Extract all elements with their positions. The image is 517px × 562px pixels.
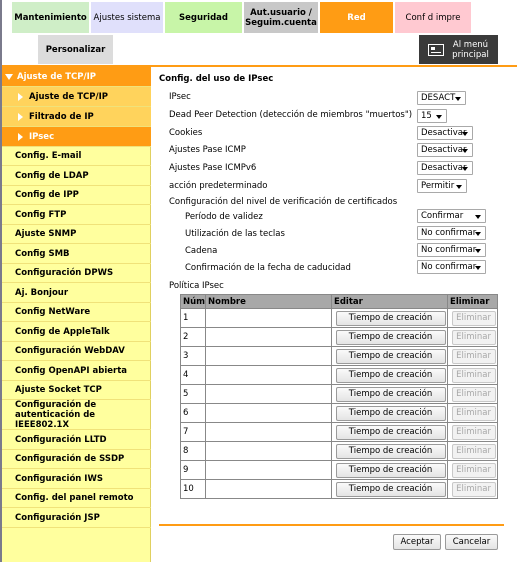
icmpv6-select[interactable]: Desactivar: [417, 161, 473, 175]
row-edit-cell: [332, 366, 448, 385]
delete-button[interactable]: Eliminar: [452, 444, 496, 459]
table-row: [181, 347, 498, 366]
create-time-button[interactable]: Tiempo de creación: [336, 425, 446, 440]
row-name: [206, 423, 332, 442]
triangle-down-icon: [5, 74, 13, 80]
row-num: 1: [181, 309, 206, 328]
tab-mantenimiento[interactable]: Mantenimiento: [12, 2, 89, 33]
sidebar-item-ldap[interactable]: Config de LDAP: [2, 166, 151, 186]
sidebar-item-jsp[interactable]: Configuración JSP: [2, 508, 151, 528]
sidebar-item-ssdp[interactable]: Configuración de SSDP: [2, 450, 151, 469]
col-num: Núm: [181, 295, 206, 309]
sidebar-item-email[interactable]: Config. E-mail: [2, 147, 151, 166]
sidebar-item-appletalk[interactable]: Config de AppleTalk: [2, 322, 151, 342]
tab-seguridad[interactable]: Seguridad: [165, 2, 242, 33]
chevron-down-icon: [436, 115, 442, 119]
col-eliminar: Eliminar: [448, 295, 498, 309]
chevron-down-icon: [475, 266, 481, 270]
table-row: [181, 366, 498, 385]
menu-icon: [428, 44, 444, 56]
cookies-select[interactable]: Desactivar: [417, 126, 473, 140]
tab-aut-usuario[interactable]: Aut.usuario / Seguim.cuenta: [244, 2, 318, 33]
row-num: 7: [181, 423, 206, 442]
create-time-button[interactable]: Tiempo de creación: [336, 311, 446, 326]
row-name: [206, 461, 332, 480]
row-delete-cell: [448, 461, 498, 480]
sidebar-item-lltd[interactable]: Configuración LLTD: [2, 430, 151, 450]
chevron-down-icon: [475, 215, 481, 219]
cert-section-label: Configuración del nivel de verificación de certificados: [169, 197, 398, 207]
create-time-button[interactable]: Tiempo de creación: [336, 463, 446, 478]
table-row: [181, 480, 498, 499]
triangle-right-icon: [18, 133, 23, 141]
triangle-right-icon: [18, 113, 23, 121]
row-name: [206, 442, 332, 461]
sidebar-item-bonjour[interactable]: Aj. Bonjour: [2, 283, 151, 303]
icmp-label: Ajustes Pase ICMP: [169, 145, 246, 155]
create-time-button[interactable]: Tiempo de creación: [336, 349, 446, 364]
row-name: [206, 309, 332, 328]
row-delete-cell: [448, 423, 498, 442]
dpd-select[interactable]: 15: [417, 109, 447, 123]
main-menu-button[interactable]: Al menú principal: [419, 35, 498, 64]
chevron-down-icon: [462, 132, 468, 136]
row-edit-cell: [332, 328, 448, 347]
policy-table: [180, 294, 498, 499]
expiry-select[interactable]: No confirmar: [417, 260, 486, 274]
default-action-select[interactable]: Permitir: [417, 179, 467, 193]
row-num: 3: [181, 347, 206, 366]
cookies-label: Cookies: [169, 128, 203, 138]
sidebar-item-tcpip[interactable]: Ajuste de TCP/IP: [2, 87, 151, 107]
create-time-button[interactable]: Tiempo de creación: [336, 330, 446, 345]
sidebar-item-netware[interactable]: Config NetWare: [2, 303, 151, 322]
row-name: [206, 480, 332, 499]
row-edit-cell: [332, 347, 448, 366]
validity-label: Período de validez: [185, 212, 263, 222]
ipsec-label: IPsec: [169, 92, 191, 102]
row-name: [206, 366, 332, 385]
tab-ajustes-sistema[interactable]: Ajustes sistema: [91, 2, 163, 33]
table-header-row: [181, 295, 498, 309]
row-name: [206, 328, 332, 347]
row-delete-cell: [448, 442, 498, 461]
row-name: [206, 385, 332, 404]
chevron-down-icon: [455, 97, 461, 101]
sidebar-item-openapi[interactable]: Config OpenAPI abierta: [2, 361, 151, 381]
row-edit-cell: [332, 404, 448, 423]
delete-button[interactable]: Eliminar: [452, 387, 496, 402]
chain-select[interactable]: No confirmar: [417, 243, 486, 257]
row-edit-cell: [332, 385, 448, 404]
sidebar: [2, 67, 151, 562]
default-action-label: acción predeterminado: [169, 181, 268, 191]
expiry-label: Confirmación de la fecha de caducidad: [185, 263, 351, 273]
chevron-down-icon: [475, 232, 481, 236]
create-time-button[interactable]: Tiempo de creación: [336, 387, 446, 402]
table-row: [181, 309, 498, 328]
delete-button[interactable]: Eliminar: [452, 349, 496, 364]
key-usage-label: Utilización de las teclas: [185, 229, 285, 239]
table-row: [181, 442, 498, 461]
row-edit-cell: [332, 309, 448, 328]
policy-label: Política IPsec: [169, 281, 224, 291]
row-name: [206, 404, 332, 423]
sidebar-item-ieee8021x[interactable]: Configuración de autenticación de IEEE802.1X: [2, 400, 151, 430]
row-num: 8: [181, 442, 206, 461]
col-editar: Editar: [332, 295, 448, 309]
create-time-button[interactable]: Tiempo de creación: [336, 482, 446, 497]
delete-button[interactable]: Eliminar: [452, 311, 496, 326]
table-row: [181, 328, 498, 347]
delete-button[interactable]: Eliminar: [452, 330, 496, 345]
chevron-down-icon: [475, 249, 481, 253]
icmp-select[interactable]: Desactivar: [417, 143, 473, 157]
icmpv6-label: Ajustes Pase ICMPv6: [169, 163, 257, 173]
sidebar-item-panel-remoto[interactable]: Config. del panel remoto: [2, 489, 151, 508]
row-edit-cell: [332, 480, 448, 499]
row-num: 5: [181, 385, 206, 404]
table-row: [181, 404, 498, 423]
chevron-down-icon: [456, 185, 462, 189]
sidebar-item-ipsec[interactable]: IPsec: [2, 127, 151, 147]
table-row: [181, 461, 498, 480]
sidebar-item-smb[interactable]: Config SMB: [2, 244, 151, 264]
col-nombre: Nombre: [206, 295, 332, 309]
triangle-right-icon: [18, 93, 23, 101]
row-delete-cell: [448, 309, 498, 328]
row-num: 10: [181, 480, 206, 499]
row-edit-cell: [332, 461, 448, 480]
section-title: Config. del uso de IPsec: [159, 74, 274, 84]
sidebar-item-snmp[interactable]: Ajuste SNMP: [2, 225, 151, 244]
chain-label: Cadena: [185, 246, 218, 256]
sidebar-item-dpws[interactable]: Configuración DPWS: [2, 264, 151, 283]
row-name: [206, 347, 332, 366]
validity-select[interactable]: Confirmar: [417, 209, 486, 223]
sidebar-item-webdav[interactable]: Configuración WebDAV: [2, 342, 151, 361]
row-delete-cell: [448, 404, 498, 423]
sidebar-item-tcpip-head[interactable]: Ajuste de TCP/IP: [2, 67, 151, 87]
cancel-button[interactable]: Cancelar: [445, 534, 498, 550]
chevron-down-icon: [462, 149, 468, 153]
key-usage-select[interactable]: No confirmar: [417, 226, 486, 240]
row-edit-cell: [332, 423, 448, 442]
row-delete-cell: [448, 347, 498, 366]
delete-button[interactable]: Eliminar: [452, 463, 496, 478]
sidebar-item-ipp[interactable]: Config de IPP: [2, 186, 151, 205]
delete-button[interactable]: Eliminar: [452, 482, 496, 497]
create-time-button[interactable]: Tiempo de creación: [336, 406, 446, 421]
row-delete-cell: [448, 366, 498, 385]
row-num: 2: [181, 328, 206, 347]
row-num: 4: [181, 366, 206, 385]
row-delete-cell: [448, 385, 498, 404]
sidebar-item-socket-tcp[interactable]: Ajuste Socket TCP: [2, 381, 151, 400]
tab-conf-impre[interactable]: Conf d impre: [395, 2, 471, 33]
sidebar-item-filtrado-ip[interactable]: Filtrado de IP: [2, 107, 151, 127]
create-time-button[interactable]: Tiempo de creación: [336, 444, 446, 459]
chevron-down-icon: [462, 167, 468, 171]
table-row: [181, 423, 498, 442]
row-delete-cell: [448, 480, 498, 499]
dpd-label: Dead Peer Detection (detección de miembros "muertos"): [169, 110, 413, 120]
create-time-button[interactable]: Tiempo de creación: [336, 368, 446, 383]
ipsec-select[interactable]: DESACT: [417, 91, 466, 105]
row-num: 6: [181, 404, 206, 423]
row-num: 9: [181, 461, 206, 480]
accept-button[interactable]: Aceptar: [393, 534, 441, 550]
delete-button[interactable]: Eliminar: [452, 425, 496, 440]
row-edit-cell: [332, 442, 448, 461]
table-row: [181, 385, 498, 404]
delete-button[interactable]: Eliminar: [452, 406, 496, 421]
sidebar-item-iws[interactable]: Configuración IWS: [2, 469, 151, 489]
tab-personalizar[interactable]: Personalizar: [38, 35, 113, 64]
tab-red[interactable]: Red: [320, 2, 393, 33]
sidebar-item-ftp[interactable]: Config FTP: [2, 205, 151, 225]
delete-button[interactable]: Eliminar: [452, 368, 496, 383]
footer-divider: [159, 524, 504, 526]
row-delete-cell: [448, 328, 498, 347]
